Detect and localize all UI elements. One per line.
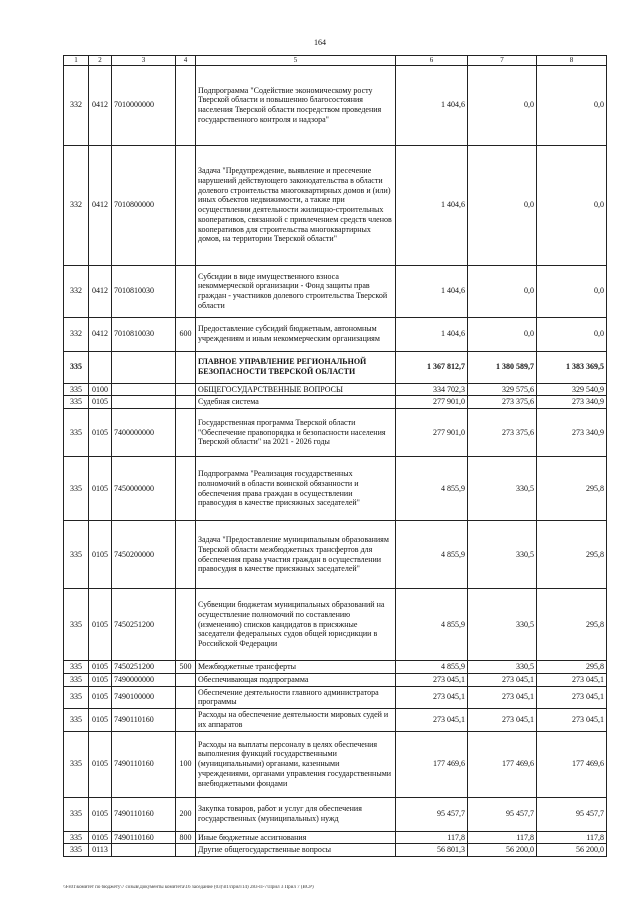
cell-amount-2024: 1 404,6 — [396, 265, 468, 317]
table-row — [64, 396, 607, 409]
cell-admin-code: 335 — [64, 396, 89, 409]
cell-target-article-code: 7010800000 — [112, 145, 176, 265]
cell-admin-code: 332 — [64, 65, 89, 145]
cell-target-article-code — [112, 383, 176, 396]
cell-amount-2026: 0,0 — [537, 265, 607, 317]
cell-expense-type-code: 800 — [176, 831, 196, 844]
table-row — [64, 145, 607, 265]
table-row — [64, 844, 607, 857]
cell-section-code: 0105 — [89, 457, 112, 521]
cell-target-article-code: 7450251200 — [112, 589, 176, 661]
cell-amount-2025: 56 200,0 — [468, 844, 537, 857]
cell-amount-2024: 4 855,9 — [396, 589, 468, 661]
table-row — [64, 661, 607, 674]
header-col-3: 3 — [112, 56, 176, 66]
cell-expense-type-code — [176, 409, 196, 457]
cell-target-article-code — [112, 844, 176, 857]
cell-description: Судебная система — [196, 396, 396, 409]
cell-amount-2026: 56 200,0 — [537, 844, 607, 857]
cell-amount-2025: 95 457,7 — [468, 797, 537, 831]
cell-description: Другие общегосударственные вопросы — [196, 844, 396, 857]
cell-amount-2024: 1 367 812,7 — [396, 351, 468, 383]
cell-amount-2025: 329 575,6 — [468, 383, 537, 396]
cell-amount-2024: 177 469,6 — [396, 731, 468, 797]
file-path-footer: \\Fs01\комитет по бюджету\7 созыв\Документы комитета\16 заседание (03)\п1\прил\14) 283-П-7\Прил 3 Прил 7 (ВСР) — [63, 885, 314, 890]
cell-admin-code: 335 — [64, 673, 89, 686]
page-number: 164 — [314, 38, 326, 47]
header-col-6: 6 — [396, 56, 468, 66]
cell-amount-2026: 295,8 — [537, 661, 607, 674]
cell-amount-2026: 295,8 — [537, 521, 607, 589]
cell-target-article-code: 7450200000 — [112, 521, 176, 589]
table-row — [64, 521, 607, 589]
cell-section-code: 0105 — [89, 589, 112, 661]
table-row — [64, 673, 607, 686]
cell-section-code: 0412 — [89, 317, 112, 351]
cell-target-article-code: 7490110160 — [112, 797, 176, 831]
table-row — [64, 351, 607, 383]
cell-amount-2025: 0,0 — [468, 317, 537, 351]
cell-amount-2025: 117,8 — [468, 831, 537, 844]
cell-admin-code: 335 — [64, 844, 89, 857]
table-row — [64, 457, 607, 521]
cell-amount-2025: 330,5 — [468, 589, 537, 661]
cell-expense-type-code — [176, 686, 196, 709]
cell-amount-2024: 273 045,1 — [396, 709, 468, 732]
cell-expense-type-code: 600 — [176, 317, 196, 351]
table-row — [64, 589, 607, 661]
cell-admin-code: 335 — [64, 797, 89, 831]
header-col-8: 8 — [537, 56, 607, 66]
cell-target-article-code: 7490000000 — [112, 673, 176, 686]
cell-description: Расходы на обеспечение деятельности мировых судей и их аппаратов — [196, 709, 396, 732]
cell-amount-2025: 1 380 589,7 — [468, 351, 537, 383]
cell-admin-code: 335 — [64, 831, 89, 844]
cell-admin-code: 335 — [64, 351, 89, 383]
cell-amount-2024: 273 045,1 — [396, 686, 468, 709]
cell-amount-2026: 0,0 — [537, 145, 607, 265]
cell-amount-2024: 4 855,9 — [396, 661, 468, 674]
table-row — [64, 686, 607, 709]
cell-amount-2026: 273 045,1 — [537, 709, 607, 732]
cell-admin-code: 335 — [64, 709, 89, 732]
cell-expense-type-code — [176, 673, 196, 686]
cell-amount-2024: 334 702,3 — [396, 383, 468, 396]
cell-expense-type-code — [176, 65, 196, 145]
header-col-2: 2 — [89, 56, 112, 66]
cell-section-code — [89, 351, 112, 383]
cell-expense-type-code — [176, 589, 196, 661]
table-row — [64, 65, 607, 145]
cell-target-article-code: 7490110160 — [112, 831, 176, 844]
cell-amount-2024: 277 901,0 — [396, 396, 468, 409]
cell-admin-code: 335 — [64, 589, 89, 661]
cell-section-code: 0105 — [89, 831, 112, 844]
cell-target-article-code: 7010810030 — [112, 265, 176, 317]
cell-description: Подпрограмма "Содействие экономическому росту Тверской области и повышению благосостояния населения Тверской области посредством проведения государственного контроля и надзора" — [196, 65, 396, 145]
cell-section-code: 0105 — [89, 673, 112, 686]
cell-admin-code: 332 — [64, 317, 89, 351]
cell-amount-2026: 295,8 — [537, 589, 607, 661]
cell-admin-code: 335 — [64, 731, 89, 797]
cell-admin-code: 335 — [64, 409, 89, 457]
cell-amount-2025: 0,0 — [468, 265, 537, 317]
cell-amount-2026: 273 045,1 — [537, 673, 607, 686]
cell-description: Иные бюджетные ассигнования — [196, 831, 396, 844]
cell-amount-2024: 277 901,0 — [396, 409, 468, 457]
cell-amount-2026: 0,0 — [537, 65, 607, 145]
cell-description: Задача "Предоставление муниципальным образованиям Тверской области межбюджетных трансфертов для обеспечения права участия граждан в осуществлении правосудия в качестве присяжных заседателей" — [196, 521, 396, 589]
cell-description: Субсидии в виде имущественного взноса некоммерческой организации - Фонд защиты прав граждан - участников долевого строительства Тверской области — [196, 265, 396, 317]
cell-description: Подпрограмма "Реализация государственных полномочий в области воинской обязанности и обеспечения права граждан в осуществлении правосудия в качестве присяжных заседателей" — [196, 457, 396, 521]
cell-amount-2026: 117,8 — [537, 831, 607, 844]
cell-amount-2026: 1 383 369,5 — [537, 351, 607, 383]
cell-target-article-code: 7490110160 — [112, 709, 176, 732]
cell-section-code: 0100 — [89, 383, 112, 396]
header-col-5: 5 — [196, 56, 396, 66]
cell-description: ОБЩЕГОСУДАРСТВЕННЫЕ ВОПРОСЫ — [196, 383, 396, 396]
cell-amount-2025: 330,5 — [468, 457, 537, 521]
cell-amount-2026: 273 340,9 — [537, 409, 607, 457]
cell-expense-type-code — [176, 145, 196, 265]
cell-target-article-code: 7450000000 — [112, 457, 176, 521]
cell-target-article-code — [112, 351, 176, 383]
cell-expense-type-code — [176, 844, 196, 857]
cell-target-article-code: 7450251200 — [112, 661, 176, 674]
cell-expense-type-code: 500 — [176, 661, 196, 674]
budget-table — [63, 55, 607, 857]
table-row — [64, 709, 607, 732]
cell-section-code: 0113 — [89, 844, 112, 857]
table-row — [64, 831, 607, 844]
cell-description: Расходы на выплаты персоналу в целях обеспечения выполнения функций государственными (муниципальными) органами, казенными учреждениями, органами управления государственными внебюджетными фондами — [196, 731, 396, 797]
cell-amount-2026: 329 540,9 — [537, 383, 607, 396]
cell-admin-code: 335 — [64, 521, 89, 589]
cell-section-code: 0105 — [89, 521, 112, 589]
cell-amount-2025: 273 045,1 — [468, 686, 537, 709]
cell-section-code: 0105 — [89, 797, 112, 831]
table-row — [64, 265, 607, 317]
cell-expense-type-code — [176, 521, 196, 589]
cell-target-article-code — [112, 396, 176, 409]
cell-amount-2024: 1 404,6 — [396, 145, 468, 265]
cell-admin-code: 335 — [64, 661, 89, 674]
cell-amount-2024: 56 801,3 — [396, 844, 468, 857]
cell-target-article-code: 7400000000 — [112, 409, 176, 457]
cell-amount-2024: 1 404,6 — [396, 65, 468, 145]
header-col-4: 4 — [176, 56, 196, 66]
table-body — [64, 65, 607, 857]
cell-expense-type-code — [176, 383, 196, 396]
cell-admin-code: 335 — [64, 686, 89, 709]
cell-amount-2026: 0,0 — [537, 317, 607, 351]
cell-target-article-code: 7010000000 — [112, 65, 176, 145]
cell-expense-type-code — [176, 709, 196, 732]
cell-target-article-code: 7010810030 — [112, 317, 176, 351]
cell-amount-2025: 177 469,6 — [468, 731, 537, 797]
cell-amount-2024: 117,8 — [396, 831, 468, 844]
cell-expense-type-code — [176, 265, 196, 317]
cell-amount-2026: 95 457,7 — [537, 797, 607, 831]
cell-amount-2025: 0,0 — [468, 65, 537, 145]
cell-amount-2024: 4 855,9 — [396, 457, 468, 521]
cell-admin-code: 335 — [64, 383, 89, 396]
cell-description: Закупка товаров, работ и услуг для обеспечения государственных (муниципальных) нужд — [196, 797, 396, 831]
cell-expense-type-code: 200 — [176, 797, 196, 831]
cell-admin-code: 332 — [64, 145, 89, 265]
cell-section-code: 0105 — [89, 709, 112, 732]
cell-admin-code: 332 — [64, 265, 89, 317]
cell-amount-2026: 273 045,1 — [537, 686, 607, 709]
cell-description: Обеспечение деятельности главного администратора программы — [196, 686, 396, 709]
cell-amount-2026: 295,8 — [537, 457, 607, 521]
cell-amount-2026: 177 469,6 — [537, 731, 607, 797]
cell-description: ГЛАВНОЕ УПРАВЛЕНИЕ РЕГИОНАЛЬНОЙ БЕЗОПАСНОСТИ ТВЕРСКОЙ ОБЛАСТИ — [196, 351, 396, 383]
cell-amount-2024: 1 404,6 — [396, 317, 468, 351]
cell-expense-type-code: 100 — [176, 731, 196, 797]
cell-description: Межбюджетные трансферты — [196, 661, 396, 674]
cell-expense-type-code — [176, 457, 196, 521]
cell-amount-2026: 273 340,9 — [537, 396, 607, 409]
cell-amount-2025: 0,0 — [468, 145, 537, 265]
table-row — [64, 409, 607, 457]
cell-section-code: 0412 — [89, 265, 112, 317]
cell-section-code: 0105 — [89, 686, 112, 709]
cell-description: Предоставление субсидий бюджетным, автономным учреждениям и иным некоммерческим организациям — [196, 317, 396, 351]
cell-target-article-code: 7490110160 — [112, 731, 176, 797]
cell-description: Задача "Предупреждение, выявление и пресечение нарушений действующего законодательства в области долевого строительства многоквартирных домов и (или) иных объектов недвижимости, а также при осуществлении деятельности жилищно-строительных кооперативов, связанной с привлечением средств членов кооперативов для строительства многоквартирных домов, на территории Тверской области" — [196, 145, 396, 265]
table-row — [64, 317, 607, 351]
table-row — [64, 731, 607, 797]
table-row — [64, 797, 607, 831]
table-row — [64, 383, 607, 396]
cell-admin-code: 335 — [64, 457, 89, 521]
cell-amount-2024: 95 457,7 — [396, 797, 468, 831]
cell-section-code: 0105 — [89, 409, 112, 457]
cell-amount-2025: 330,5 — [468, 661, 537, 674]
cell-section-code: 0105 — [89, 396, 112, 409]
cell-section-code: 0105 — [89, 731, 112, 797]
cell-section-code: 0412 — [89, 65, 112, 145]
cell-description: Обеспечивающая подпрограмма — [196, 673, 396, 686]
cell-section-code: 0412 — [89, 145, 112, 265]
header-col-1: 1 — [64, 56, 89, 66]
cell-target-article-code: 7490100000 — [112, 686, 176, 709]
cell-description: Субвенции бюджетам муниципальных образований на осуществление полномочий по составлению (изменению) списков кандидатов в присяжные заседатели федеральных судов общей юрисдикции в Российской Федерации — [196, 589, 396, 661]
table-header-row — [64, 56, 607, 66]
cell-amount-2025: 273 375,6 — [468, 396, 537, 409]
cell-expense-type-code — [176, 396, 196, 409]
header-col-7: 7 — [468, 56, 537, 66]
cell-expense-type-code — [176, 351, 196, 383]
cell-amount-2024: 273 045,1 — [396, 673, 468, 686]
cell-amount-2025: 273 045,1 — [468, 709, 537, 732]
cell-description: Государственная программа Тверской области "Обеспечение правопорядка и безопасности населения Тверской области" на 2021 - 2026 годы — [196, 409, 396, 457]
cell-amount-2025: 273 375,6 — [468, 409, 537, 457]
cell-amount-2024: 4 855,9 — [396, 521, 468, 589]
cell-section-code: 0105 — [89, 661, 112, 674]
cell-amount-2025: 273 045,1 — [468, 673, 537, 686]
cell-amount-2025: 330,5 — [468, 521, 537, 589]
